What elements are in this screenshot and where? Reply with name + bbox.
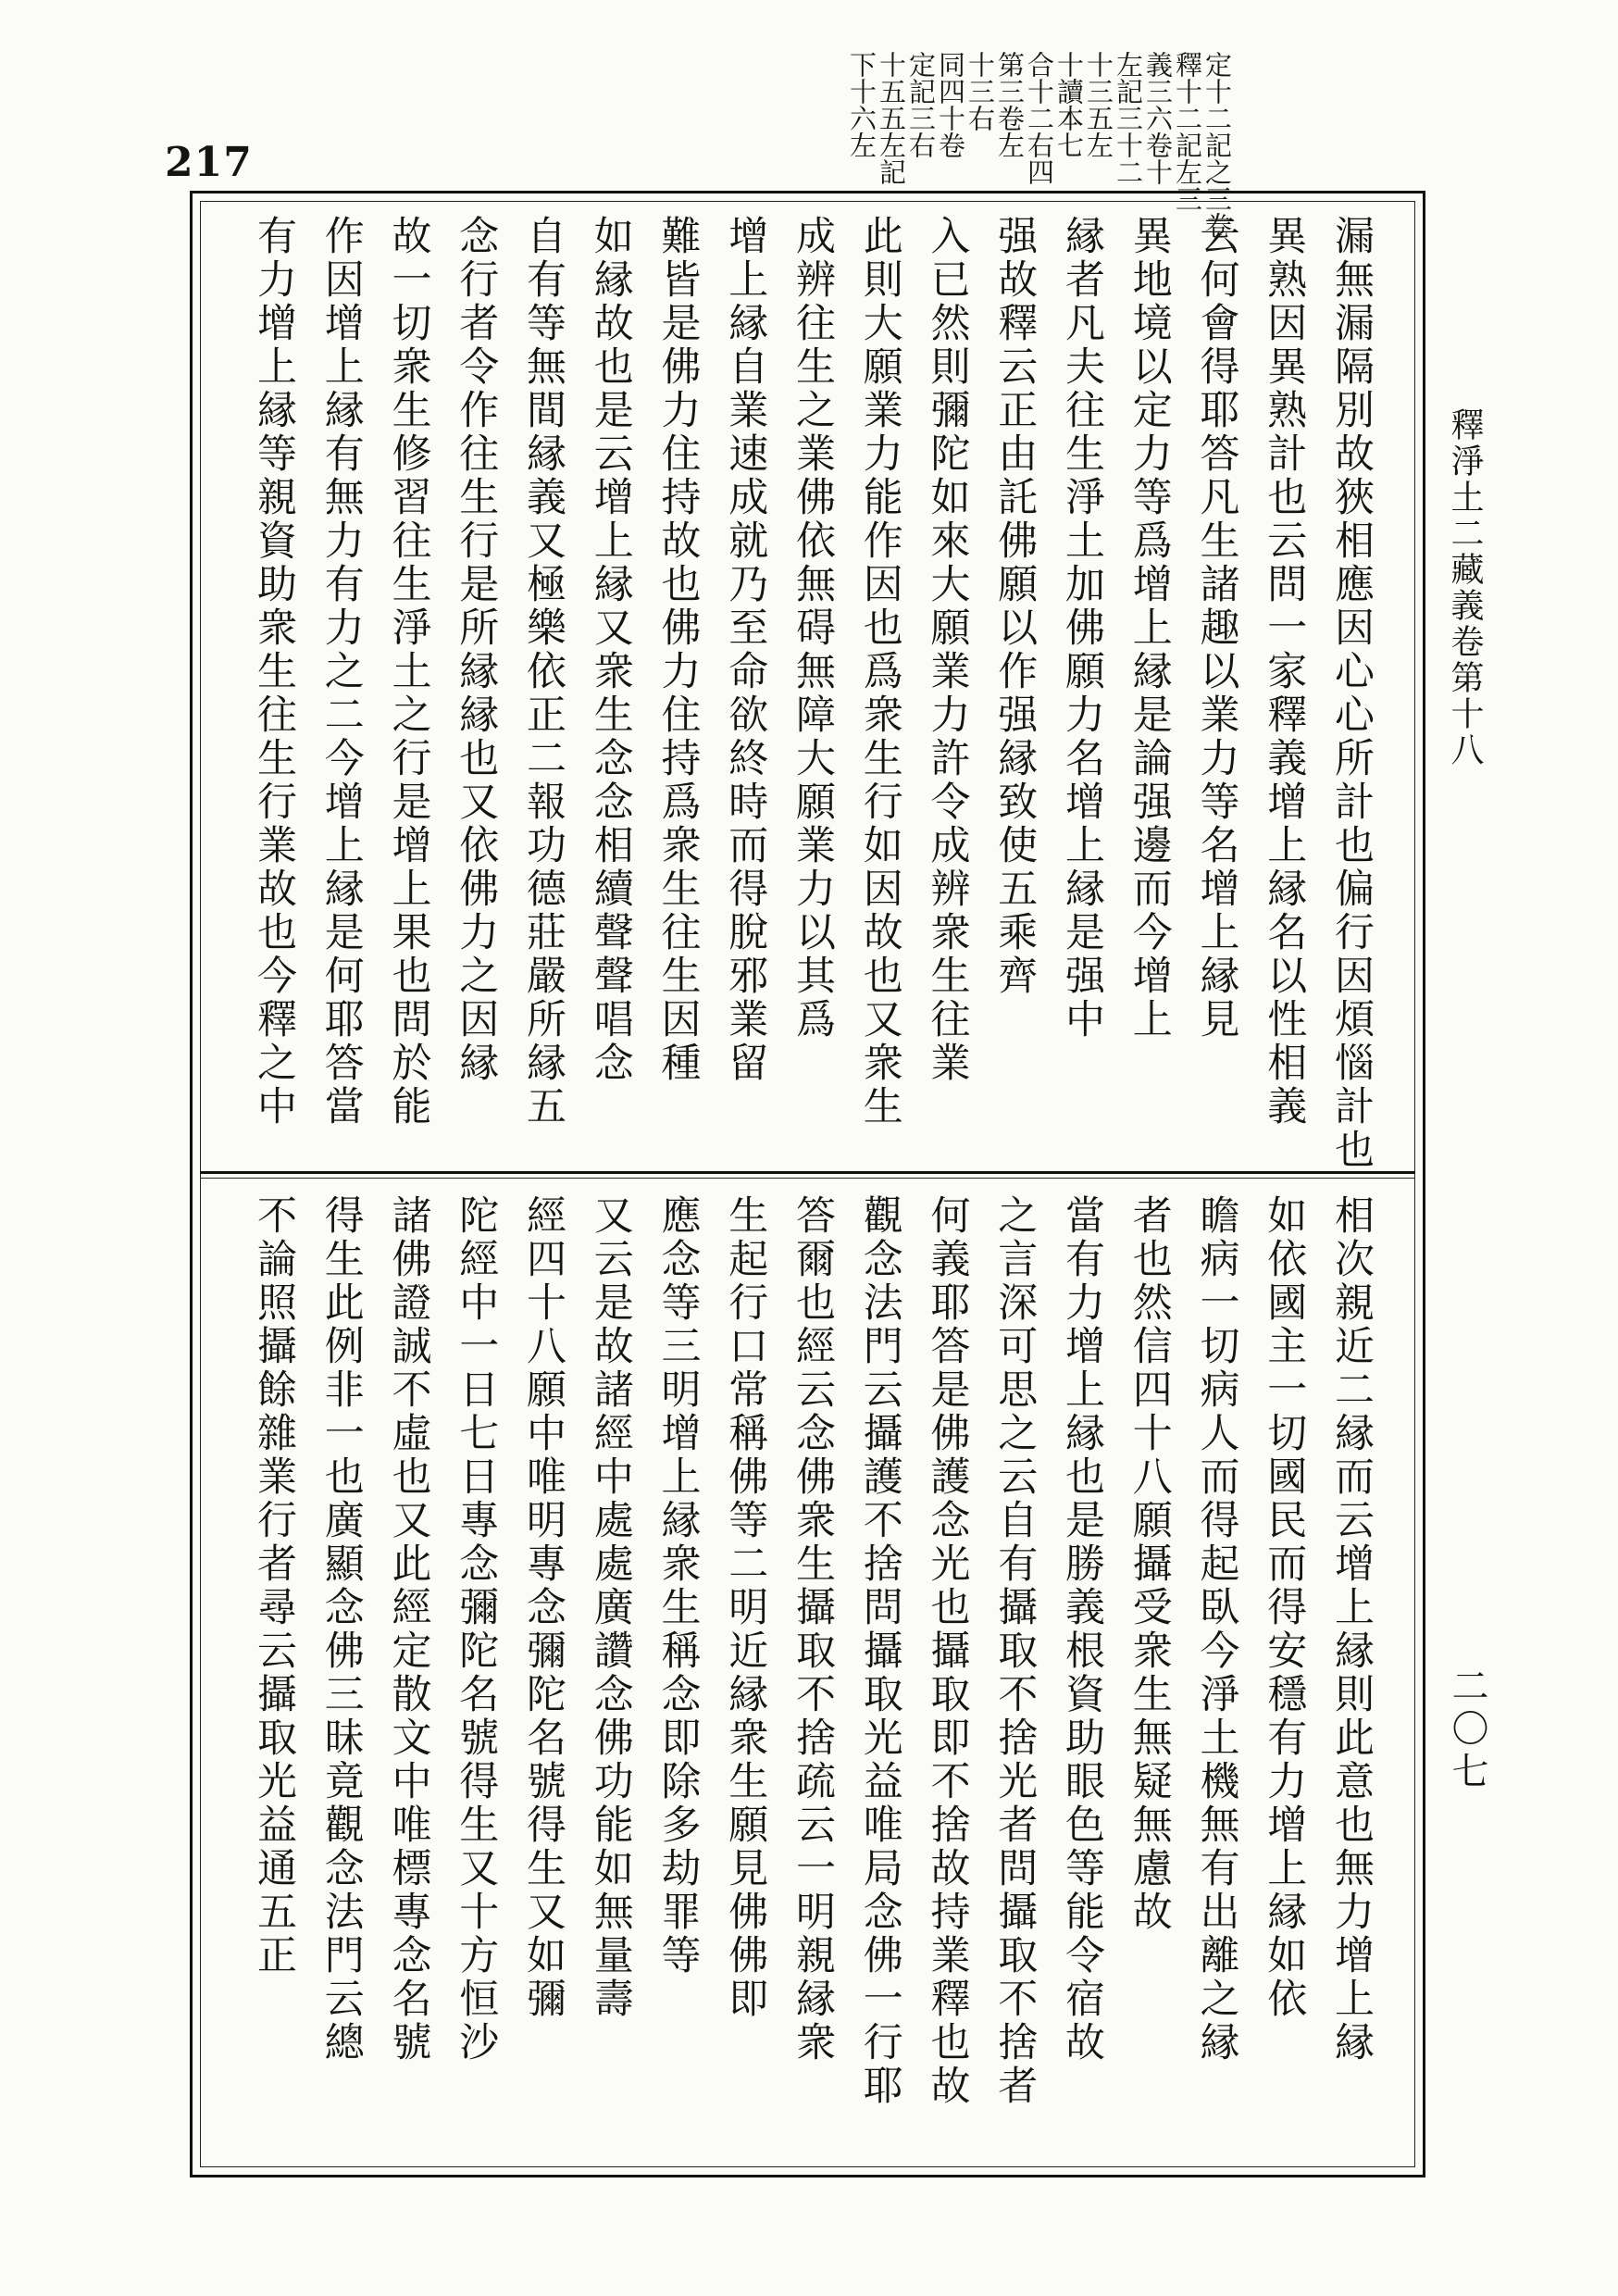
head-notes [583, 51, 1233, 239]
text-column: 此則大願業力能作因也爲衆生行如因故也又衆生 [856, 215, 903, 1129]
text-column: 自有等無間縁義又極樂依正二報功德莊嚴所縁五 [520, 215, 566, 1129]
head-note: 同四十卷 [935, 51, 966, 158]
text-column: 入已然則彌陀如來大願業力許令成辨衆生往業 [924, 215, 971, 1085]
text-column: 應念等三明增上縁衆生稱念即除多劫罪等 [654, 1194, 702, 1978]
text-column: 云何會得耶答凡生諸趣以業力等名增上縁見 [1193, 215, 1240, 1042]
head-note: 十三右 [965, 51, 996, 131]
head-note: 合十二右四 [1024, 51, 1055, 185]
head-note: 第三卷左 [994, 51, 1026, 158]
text-column: 不論照攝餘雜業行者尋云攝取光益通五正 [251, 1194, 297, 1978]
head-note: 定記三右 [905, 51, 937, 158]
text-column: 如縁故也是云增上縁又衆生念念相續聲聲唱念 [587, 215, 634, 1085]
page-number-top: 217 [165, 139, 253, 186]
text-column: 如依國主一切國民而得安穩有力增上縁如依 [1261, 1194, 1308, 2021]
text-column: 當有力增上縁也是勝義根資助眼色等能令宿故 [1059, 1194, 1105, 2065]
text-column: 得生此例非一也廣顯念佛三昧竟觀念法門云總 [317, 1194, 365, 2065]
text-column: 異地境以定力等爲增上縁是論强邊而今增上 [1126, 215, 1173, 1042]
text-column: 諸佛證誠不虛也又此經定散文中唯標專念名號 [385, 1194, 432, 2065]
text-column: 相次親近二縁而云增上縁則此意也無力增上縁 [1328, 1194, 1375, 2065]
text-column: 瞻病一切病人而得起臥今淨土機無有出離之縁 [1193, 1194, 1240, 2065]
head-note: 十五五左記 [876, 51, 907, 185]
text-column: 者也然信四十八願攝受衆生無疑無慮故 [1126, 1194, 1173, 1934]
head-note: 義三六卷十 [1142, 51, 1174, 185]
text-column: 難皆是佛力住持故也佛力住持爲衆生往生因種 [654, 215, 702, 1085]
text-column: 成辨往生之業佛依無碍無障大願業力以其爲 [790, 215, 836, 1042]
text-column: 增上縁自業速成就乃至命欲終時而得脫邪業留 [722, 215, 769, 1085]
text-column: 何義耶答是佛護念光也攝取即不捨故持業釋也故 [924, 1194, 971, 2108]
text-column: 故一切衆生修習往生淨土之行是增上果也問於能 [385, 215, 432, 1129]
head-note: 釋十二記左三 [1172, 51, 1203, 212]
text-column: 經四十八願中唯明專念彌陀名號得生又如彌 [520, 1194, 566, 2021]
text-column: 陀經中一日七日專念彌陀名號得生又十方恒沙 [453, 1194, 500, 2065]
text-column: 有力增上縁等親資助衆生往生行業故也今釋之中 [251, 215, 297, 1129]
section-divider-inner [200, 1178, 1415, 1179]
text-column: 又云是故諸經中處處廣讚念佛功能如無量壽 [587, 1194, 634, 2021]
text-column: 觀念法門云攝護不捨問攝取光益唯局念佛一行耶 [856, 1194, 903, 2108]
text-column: 生起行口常稱佛等二明近縁衆生願見佛佛即 [722, 1194, 769, 2021]
margin-title: 釋淨土二藏義卷第十八 [1446, 407, 1484, 768]
text-column: 漏無漏隔別故狹相應因心心所計也偏行因煩惱計也 [1328, 215, 1375, 1172]
head-note: 定十二記之三卷 [1201, 51, 1233, 239]
section-divider [200, 1171, 1415, 1174]
head-note: 左記三十二 [1113, 51, 1144, 185]
text-column: 縁者凡夫往生淨土加佛願力名增上縁是强中 [1059, 215, 1105, 1042]
text-column: 作因增上縁有無力有力之二今增上縁是何耶答當 [317, 215, 365, 1129]
head-note: 下十六左 [846, 51, 877, 158]
text-column: 答爾也經云念佛衆生攝取不捨疏云一明親縁衆 [790, 1194, 836, 2065]
margin-page-number: 二〇七 [1446, 1666, 1488, 1794]
text-column: 念行者令作往生行是所縁縁也又依佛力之因縁 [453, 215, 500, 1085]
text-column: 强故釋云正由託佛願以作强縁致使五乘齊 [991, 215, 1039, 998]
head-note: 十三五左 [1083, 51, 1114, 158]
lower-text-block [248, 1194, 1377, 2157]
upper-text-block [248, 215, 1377, 1172]
text-column: 異熟因異熟計也云問一家釋義增上縁名以性相義 [1261, 215, 1308, 1129]
text-column: 之言深可思之云自有攝取不捨光者問攝取不捨者 [991, 1194, 1039, 2108]
head-note: 十讀本七 [1053, 51, 1085, 158]
